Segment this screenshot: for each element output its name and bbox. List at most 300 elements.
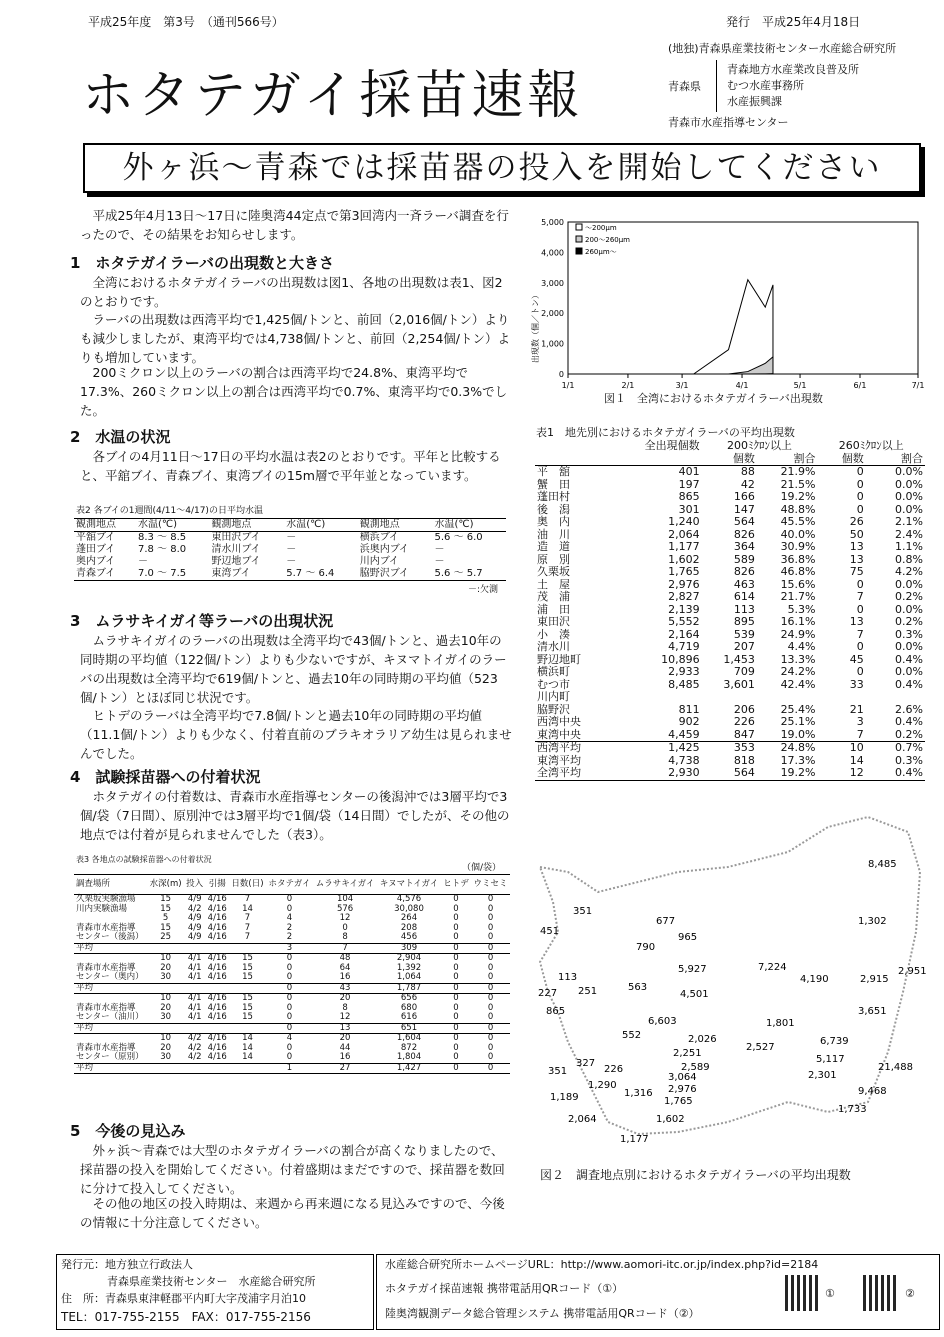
t3-header: 日数(日) bbox=[231, 878, 264, 889]
t3-cell: 0 bbox=[286, 903, 293, 914]
t3-cell bbox=[147, 943, 184, 954]
t3-cell: 48 bbox=[339, 953, 351, 963]
map-point-label: 1,765 bbox=[664, 1096, 693, 1107]
t3-cell: 651 bbox=[400, 1022, 418, 1033]
map-point-label: 2,976 bbox=[668, 1084, 697, 1095]
t2-cell: 横浜ブイ bbox=[359, 532, 399, 543]
t1-cell: 25.4% bbox=[780, 702, 816, 716]
t3-cell: 30 bbox=[160, 1052, 172, 1062]
t2-cell: 清水川ブイ bbox=[211, 544, 261, 555]
t1-cell: 4,719 bbox=[668, 640, 700, 653]
t3-header: ムラサキイガイ bbox=[315, 878, 375, 889]
t2-cell: 野辺地ブイ bbox=[211, 556, 261, 567]
t1-cell: 0.0% bbox=[895, 490, 923, 503]
t1-cell: 865 bbox=[678, 490, 700, 503]
t1-cell: 15.6% bbox=[780, 577, 816, 591]
map-point-label: 1,602 bbox=[656, 1114, 685, 1125]
t3-cell: 久栗坂実験漁場 bbox=[76, 894, 136, 904]
t1-cell: 西湾平均 bbox=[535, 742, 610, 755]
t3-cell: 1,604 bbox=[396, 1033, 422, 1043]
section-4-title: 4 試験採苗器への付着状況 bbox=[70, 768, 261, 786]
org-bracket bbox=[716, 60, 718, 112]
footer-qr2-label: 陸奥湾観測データ総合管理システム 携帯電話用QRコード（②） bbox=[385, 1307, 700, 1320]
t1-cell: 45.5% bbox=[780, 515, 816, 528]
t3-cell: 0 bbox=[453, 903, 459, 914]
chart-y-tick: 1,000 bbox=[541, 339, 564, 349]
t3-cell: 青森市水産指導 bbox=[76, 962, 136, 973]
chart-y-tick: 0 bbox=[558, 370, 564, 379]
t1-h2-1: 割合 bbox=[793, 451, 816, 465]
map-point-label: 2,064 bbox=[568, 1114, 597, 1125]
t1-cell: 2,930 bbox=[668, 766, 700, 779]
t3-cell: 0 bbox=[487, 1042, 494, 1053]
t1-cell: 2,976 bbox=[668, 577, 700, 591]
t1-cell: 50 bbox=[849, 527, 864, 541]
t2-cell: 7.0 ～ 7.5 bbox=[137, 568, 187, 579]
t1-cell: 564 bbox=[733, 515, 755, 528]
t1-cell: 21.7% bbox=[780, 590, 816, 603]
t3-cell: 0 bbox=[487, 953, 494, 963]
t1-cell: 1,453 bbox=[723, 652, 755, 666]
t3-cell: 青森市水産指導 bbox=[76, 1042, 136, 1053]
t1-h2-0: 個数 bbox=[732, 451, 755, 465]
org-item-3: 水産振興課 bbox=[727, 95, 782, 108]
t1-cell: 4.4% bbox=[787, 640, 816, 653]
t1-cell: 1.1% bbox=[895, 540, 923, 553]
t3-cell: 5 bbox=[162, 913, 169, 923]
t3-cell: 20 bbox=[160, 1042, 172, 1053]
t1-cell: 24.2% bbox=[780, 665, 816, 678]
t1-cell: 0.8% bbox=[895, 552, 923, 566]
t1-cell: むつ市 bbox=[537, 677, 570, 691]
t3-cell: 0 bbox=[487, 1012, 494, 1022]
t3-cell: 15 bbox=[242, 972, 253, 982]
t1-cell: 7 bbox=[856, 627, 864, 641]
t1-cell: 847 bbox=[733, 727, 755, 741]
map-point-label: 563 bbox=[628, 982, 648, 993]
section-1-p1: 全湾におけるホタテガイラーバの出現数は図1、各地の出現数は表1、図2のとおりです。 bbox=[80, 275, 503, 309]
qr-code-2-mark: ② bbox=[905, 1287, 915, 1300]
t3-cell: 0 bbox=[453, 993, 459, 1003]
t1-cell: 818 bbox=[733, 753, 755, 767]
t3-cell: 4/16 bbox=[207, 962, 227, 973]
table3 bbox=[74, 874, 510, 1074]
t1-cell: 2.4% bbox=[895, 527, 923, 541]
t1-cell: 463 bbox=[733, 577, 755, 591]
t1-cell: 19.0% bbox=[780, 727, 816, 741]
t3-cell: 15 bbox=[242, 953, 253, 963]
t3-cell bbox=[184, 943, 205, 954]
t1-cell: 土 屋 bbox=[537, 577, 570, 591]
t2-h1: 水温(℃) bbox=[137, 519, 178, 530]
t1-cell: 709 bbox=[733, 665, 755, 678]
table2-caption: 表2 各ブイの1週間(4/11～4/17)の日平均水温 bbox=[76, 506, 263, 516]
t3-cell: 15 bbox=[242, 1002, 253, 1013]
t2-cell: － bbox=[286, 532, 297, 543]
t1-cell: 21 bbox=[849, 702, 864, 716]
qr-code-1[interactable] bbox=[785, 1275, 821, 1311]
t3-cell: 3 bbox=[286, 942, 293, 953]
t1-cell bbox=[818, 691, 866, 704]
chart-ylabel: 出現数（個／トン） bbox=[531, 291, 540, 363]
t1-cell: 16.1% bbox=[780, 615, 816, 628]
t1-cell: 造 道 bbox=[537, 540, 570, 553]
t3-cell bbox=[205, 1063, 229, 1074]
t3-cell: 15 bbox=[160, 894, 172, 904]
t1-cell: 26 bbox=[849, 515, 864, 528]
t3-cell: 14 bbox=[242, 1052, 253, 1062]
t2-cell: 川内ブイ bbox=[359, 556, 399, 567]
t1-cell: 脇野沢 bbox=[537, 702, 570, 716]
t3-cell: 15 bbox=[160, 922, 172, 933]
t2-cell: 8.3 ～ 8.5 bbox=[137, 532, 187, 543]
t3-cell bbox=[205, 943, 229, 954]
t3-cell: 1,064 bbox=[396, 972, 422, 982]
t3-cell: 0 bbox=[487, 903, 494, 914]
t3-cell bbox=[184, 1023, 205, 1034]
map-point-label: 2,589 bbox=[681, 1062, 710, 1073]
chart-x-tick: 2/1 bbox=[621, 381, 635, 390]
t3-cell: 4/2 bbox=[187, 1033, 202, 1043]
map-point-label: 2,026 bbox=[688, 1034, 717, 1045]
t3-cell: 4/16 bbox=[207, 1012, 227, 1022]
t2-cell: 東田沢ブイ bbox=[211, 532, 261, 543]
t2-h0: 観測地点 bbox=[76, 519, 116, 530]
t3-cell: 4/16 bbox=[207, 972, 227, 982]
t1-cell: 0.0% bbox=[895, 665, 923, 678]
section-5-p1: 外ヶ浜～青森では大型のホタテガイラーバの割合が高くなりましたので、採苗器の投入を開始してください。付着盛期はまだですので、採苗器を数回に分けて投入してください。 bbox=[80, 1143, 505, 1196]
t1-cell: 4.2% bbox=[895, 565, 923, 578]
section-1-p3: 200ミクロン以上のラーバの割合は西湾平均で24.8%、東湾平均で17.3%、260ミクロン以上の割合は西湾平均で0.7%、東湾平均で0.3%でした。 bbox=[80, 365, 508, 418]
t1-cell: 206 bbox=[733, 702, 755, 716]
t3-cell: 20 bbox=[160, 1002, 172, 1013]
t1-cell: 川内町 bbox=[537, 690, 570, 703]
chart-series-0 bbox=[694, 280, 773, 374]
t1-cell: 野辺地町 bbox=[537, 652, 581, 666]
map-point-label: 5,927 bbox=[678, 964, 707, 975]
t2-cell: － bbox=[434, 544, 445, 555]
t3-cell: 0 bbox=[453, 1042, 459, 1053]
t1-cell: 36.8% bbox=[780, 552, 816, 566]
t1-cell bbox=[866, 691, 925, 704]
t2-cell: 奥内ブイ bbox=[76, 556, 116, 567]
t2-h5: 水温(℃) bbox=[434, 519, 474, 530]
t3-cell bbox=[184, 983, 205, 994]
t3-cell: 309 bbox=[400, 942, 418, 953]
t1-cell: 75 bbox=[849, 565, 864, 578]
t1-cell bbox=[610, 691, 702, 704]
t1-cell: 48.8% bbox=[780, 502, 816, 516]
t2-cell: 浜奥内ブイ bbox=[359, 544, 409, 555]
chart-x-tick: 4/1 bbox=[735, 381, 749, 390]
map-point-label: 351 bbox=[573, 906, 593, 917]
t3-cell: 0 bbox=[453, 962, 459, 973]
t2-cell: 蓬田ブイ bbox=[76, 544, 116, 555]
t3-cell bbox=[184, 1063, 205, 1074]
t3-cell: 8 bbox=[342, 932, 348, 942]
t1-cell: 21.5% bbox=[780, 477, 816, 491]
chart-x-tick: 5/1 bbox=[793, 381, 807, 390]
figure2-map bbox=[528, 812, 928, 1152]
t3-cell: 656 bbox=[400, 993, 418, 1003]
map-point-label: 4,190 bbox=[800, 974, 829, 985]
t1-cell: 東湾中央 bbox=[537, 727, 581, 741]
t3-cell: 104 bbox=[336, 894, 354, 904]
t3-cell: 20 bbox=[160, 962, 172, 973]
t3-cell bbox=[147, 1023, 184, 1034]
t3-cell: 0 bbox=[453, 1022, 459, 1033]
t1-cell: 0 bbox=[856, 490, 864, 503]
t1-h2-3: 割合 bbox=[901, 451, 923, 465]
t3-cell: 12 bbox=[339, 913, 351, 923]
t1-h1-0: 全出現個数 bbox=[644, 439, 700, 452]
t1-cell: 1,177 bbox=[668, 540, 700, 553]
t3-cell: 1,787 bbox=[396, 982, 422, 993]
t3-cell: 0 bbox=[286, 1052, 293, 1062]
figure2-caption: 図２ 調査地点別におけるホタテガイラーバの平均出現数 bbox=[540, 1168, 851, 1182]
t3-cell: 10 bbox=[160, 953, 172, 963]
figure1-caption: 図１ 全湾におけるホタテガイラーバ出現数 bbox=[604, 392, 823, 405]
t1-cell: 1,425 bbox=[610, 742, 702, 755]
t3-cell: 13 bbox=[339, 1022, 351, 1033]
map-point-label: 4,501 bbox=[680, 989, 709, 1000]
chart-x-tick: 7/1 bbox=[911, 381, 925, 390]
t3-cell: 4/1 bbox=[187, 953, 202, 963]
t1-cell: 539 bbox=[733, 627, 755, 641]
t1-cell: 24.9% bbox=[780, 627, 816, 641]
t3-cell: センター（奥内） bbox=[76, 972, 144, 982]
map-point-label: 1,733 bbox=[838, 1104, 867, 1115]
t3-cell: 0 bbox=[487, 1033, 494, 1043]
t1-cell: 後 潟 bbox=[537, 502, 570, 516]
t3-cell: 0 bbox=[286, 972, 293, 982]
t1-h2-2: 個数 bbox=[841, 451, 864, 465]
footer-url[interactable]: 水産総合研究所ホームページURL：http://www.aomori-itc.or.jp/index.php?id=2184 bbox=[385, 1258, 819, 1271]
t3-cell: 4/16 bbox=[207, 903, 227, 914]
t3-cell: 30 bbox=[160, 1012, 172, 1022]
t1-cell: 2,139 bbox=[668, 602, 700, 616]
t3-cell: 1,392 bbox=[396, 962, 422, 973]
t3-cell bbox=[229, 1023, 266, 1034]
t1-cell: 4,738 bbox=[668, 753, 700, 767]
chart-y-tick: 3,000 bbox=[541, 278, 564, 288]
t1-cell: 19.2% bbox=[780, 766, 816, 779]
table1-caption: 表1 地先別におけるホタテガイラーバの平均出現数 bbox=[536, 426, 795, 439]
t3-cell: 0 bbox=[286, 1002, 293, 1013]
t1-cell: 0.0% bbox=[895, 577, 923, 591]
t1-cell: 2,933 bbox=[668, 665, 700, 678]
t1-cell: 42.4% bbox=[780, 677, 816, 691]
t3-cell: 14 bbox=[242, 1033, 253, 1043]
t3-cell bbox=[74, 1034, 147, 1044]
t3-header: ホタテガイ bbox=[268, 878, 311, 889]
t3-cell: 14 bbox=[242, 1042, 253, 1053]
chart-legend-label: 260μm～ bbox=[585, 248, 617, 256]
t1-cell: 226 bbox=[733, 715, 755, 728]
qr-code-2[interactable] bbox=[863, 1275, 899, 1311]
t2-cell: 5.6 ～ 5.7 bbox=[434, 568, 483, 579]
map-point-label: 113 bbox=[558, 972, 578, 983]
section-4-p1: ホタテガイの付着数は、青森市水産指導センターの後潟沖では3層平均で3個/袋（7日間）、原別沖では3層平均で1個/袋（14日間）でしたが、その他の地点では付着が見られませんでした（表3）。 bbox=[80, 789, 510, 842]
t2-cell: － bbox=[434, 556, 445, 567]
t1-cell: 0.2% bbox=[895, 727, 923, 741]
t2-cell: － bbox=[137, 556, 148, 567]
table1 bbox=[535, 440, 925, 781]
t1-cell: 113 bbox=[733, 602, 755, 616]
t3-cell: 2,904 bbox=[396, 953, 422, 963]
t3-cell: 4 bbox=[286, 913, 293, 923]
t1-cell: 0 bbox=[856, 665, 864, 678]
t1-cell: 364 bbox=[733, 540, 755, 553]
t1-cell: 46.8% bbox=[780, 565, 816, 578]
map-point-label: 21,488 bbox=[878, 1062, 913, 1073]
t1-cell: 0 bbox=[856, 602, 864, 616]
t3-cell: 27 bbox=[339, 1062, 351, 1073]
t3-cell: 7 bbox=[244, 932, 251, 942]
map-point-label: 5,117 bbox=[816, 1054, 845, 1065]
t3-cell: 64 bbox=[339, 962, 351, 973]
t3-cell: 0 bbox=[487, 1002, 494, 1013]
section-1-title: 1 ホタテガイラーバの出現数と大きさ bbox=[70, 254, 334, 272]
map-point-label: 8,485 bbox=[868, 859, 897, 870]
map-point-label: 1,189 bbox=[550, 1092, 579, 1103]
t3-cell: 7 bbox=[342, 942, 348, 953]
map-point-label: 6,739 bbox=[820, 1036, 849, 1047]
t3-cell: 0 bbox=[453, 922, 459, 933]
map-point-label: 1,177 bbox=[620, 1134, 649, 1145]
org-main: (地独)青森県産業技術センター水産総合研究所 bbox=[668, 42, 897, 55]
t1-cell: 5,552 bbox=[668, 615, 700, 628]
t2-cell: 5.7 ～ 6.4 bbox=[286, 568, 335, 579]
t3-cell: 平均 bbox=[76, 1022, 94, 1033]
t1-cell: 14 bbox=[849, 753, 864, 767]
map-point-label: 3,064 bbox=[668, 1072, 697, 1083]
t1-cell: 826 bbox=[733, 565, 755, 578]
t3-cell: 4/9 bbox=[187, 922, 202, 933]
t1-cell: 1,602 bbox=[668, 552, 700, 566]
footer-l2: 青森県産業技術センター 水産総合研究所 bbox=[107, 1275, 316, 1288]
t1-cell: 7 bbox=[856, 727, 864, 741]
t3-cell: 0 bbox=[286, 894, 293, 904]
t1-cell: 197 bbox=[678, 477, 700, 491]
t3-cell: 576 bbox=[336, 903, 354, 914]
t2-cell: 青森ブイ bbox=[76, 568, 116, 579]
t1-cell: 45 bbox=[849, 652, 864, 666]
footer-l3: 住 所：青森県東津軽郡平内町大字茂浦字月泊10 bbox=[61, 1292, 306, 1305]
chart-legend-swatch bbox=[576, 224, 582, 230]
t3-cell: 4/9 bbox=[187, 913, 202, 923]
t3-cell: 15 bbox=[242, 993, 253, 1003]
t1-cell: 0.3% bbox=[895, 627, 923, 641]
t1-cell: 10 bbox=[818, 742, 866, 755]
t3-cell: 20 bbox=[339, 993, 351, 1003]
qr-code-1-mark: ① bbox=[825, 1287, 835, 1300]
t2-cell: － bbox=[286, 544, 297, 555]
t1-cell: 0.0% bbox=[895, 602, 923, 616]
t3-cell bbox=[74, 994, 147, 1004]
t1-cell: 油 川 bbox=[537, 527, 570, 541]
t1-cell: 12 bbox=[849, 766, 864, 779]
chart-x-tick: 6/1 bbox=[853, 381, 867, 390]
t3-cell: センター（後潟） bbox=[76, 932, 144, 942]
t3-cell: 0 bbox=[453, 1052, 459, 1062]
section-2-title: 2 水温の状況 bbox=[70, 428, 171, 446]
t3-cell: 0 bbox=[453, 942, 459, 953]
t1-cell: 5.3% bbox=[787, 602, 816, 616]
map-point-label: 1,316 bbox=[624, 1088, 653, 1099]
t1-cell: 4,459 bbox=[668, 727, 700, 741]
t3-cell: 0 bbox=[487, 942, 494, 953]
chart-legend-swatch bbox=[576, 248, 582, 254]
map-point-label: 1,290 bbox=[588, 1080, 617, 1091]
map-point-label: 965 bbox=[678, 932, 698, 943]
t1-cell: 原 別 bbox=[537, 552, 570, 566]
t1-cell: 横浜町 bbox=[537, 665, 570, 678]
t1-cell: 17.3% bbox=[780, 753, 816, 767]
t3-cell: 4/16 bbox=[207, 953, 227, 963]
t1-cell: 2.6% bbox=[895, 702, 923, 716]
map-point-label: 790 bbox=[636, 942, 656, 953]
t1-cell: 2,827 bbox=[668, 590, 700, 603]
t1-cell: 清水川 bbox=[537, 640, 570, 653]
t3-cell bbox=[229, 1063, 266, 1074]
t3-cell: 15 bbox=[160, 903, 172, 914]
section-5-p2: その他の地区の投入時期は、来週から再来週になる見込みですので、今後の情報に十分注意してください。 bbox=[80, 1196, 505, 1230]
t1-cell: 902 bbox=[678, 715, 700, 728]
t3-cell: 25 bbox=[160, 932, 172, 942]
t3-cell: 680 bbox=[400, 1002, 418, 1013]
t1-cell: 353 bbox=[702, 742, 757, 755]
t1-cell: 1,765 bbox=[668, 565, 700, 578]
t1-cell: 0.0% bbox=[895, 640, 923, 653]
t3-cell: 10 bbox=[160, 993, 172, 1003]
t1-cell: 895 bbox=[733, 615, 755, 628]
t3-cell: 456 bbox=[400, 932, 418, 942]
t1-cell: 7 bbox=[856, 590, 864, 603]
t3-cell: 12 bbox=[339, 1012, 351, 1022]
t1-cell: 8,485 bbox=[668, 677, 700, 691]
t3-cell: 4/16 bbox=[207, 1002, 227, 1013]
t3-cell: 15 bbox=[242, 1012, 253, 1022]
t3-cell: 川内実験漁場 bbox=[76, 903, 128, 914]
map-point-label: 865 bbox=[546, 1006, 566, 1017]
t3-cell: 平均 bbox=[76, 942, 94, 953]
t3-cell: 青森市水産指導 bbox=[76, 1002, 136, 1013]
t1-cell: 蟹 田 bbox=[537, 477, 570, 491]
t3-cell: 4,576 bbox=[396, 894, 422, 904]
t3-cell: 4/2 bbox=[187, 903, 202, 914]
chart-legend-swatch bbox=[576, 236, 582, 242]
t1-cell: 浦 田 bbox=[537, 602, 570, 616]
t3-cell: 0 bbox=[487, 894, 494, 904]
t3-cell: 4/2 bbox=[187, 1052, 202, 1062]
t3-cell: 30 bbox=[160, 972, 172, 982]
t3-cell: センター（油川） bbox=[76, 1012, 144, 1022]
t3-cell: 616 bbox=[400, 1012, 418, 1022]
t1-cell: 0.2% bbox=[895, 590, 923, 603]
t3-cell: 7 bbox=[244, 894, 251, 904]
t3-cell: 4/16 bbox=[207, 1042, 227, 1053]
t1-cell: 1,240 bbox=[668, 515, 700, 528]
t1-cell: 207 bbox=[733, 640, 755, 653]
map-point-label: 552 bbox=[622, 1030, 642, 1041]
t1-cell: 東湾平均 bbox=[537, 753, 581, 767]
t3-header: キヌマトイガイ bbox=[379, 878, 439, 889]
footer-qr1-label: ホタテガイ採苗速報 携帯電話用QRコード（①） bbox=[385, 1282, 624, 1295]
section-2-p1: 各ブイの4月11日～17日の平均水温は表2のとおりです。平年と比較すると、平舘ブイ、青森ブイ、東湾ブイの15m層で平年並となっています。 bbox=[80, 449, 501, 483]
map-point-label: 2,915 bbox=[860, 974, 889, 985]
t3-cell: 0 bbox=[286, 993, 293, 1003]
